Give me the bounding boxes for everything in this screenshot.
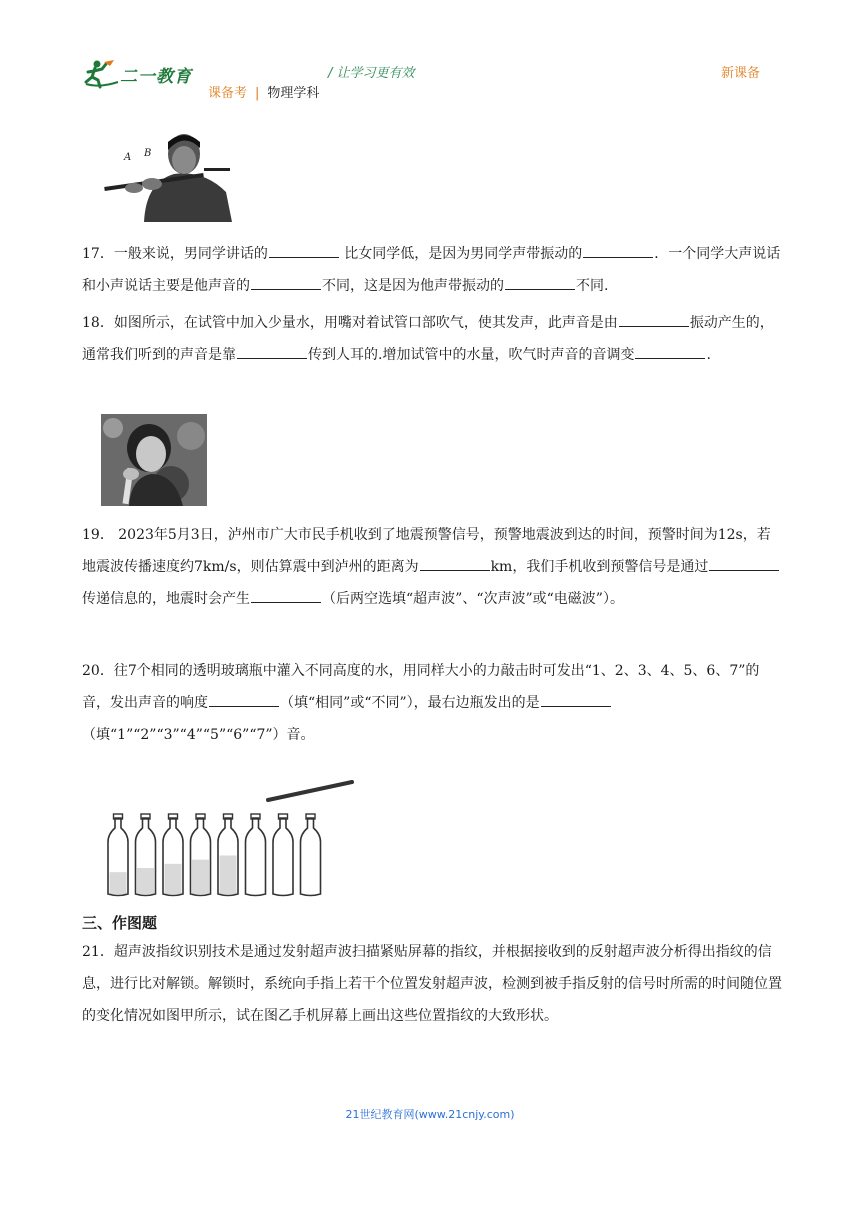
bottle — [218, 814, 238, 896]
bottle — [301, 814, 321, 896]
bottle-outline — [246, 818, 266, 896]
answer-blank[interactable] — [709, 554, 779, 571]
q18-text-3: 传到人耳的.增加试管中的水量，吹气时声音的音调变 — [308, 347, 635, 363]
question-19 — [82, 519, 782, 615]
flute-player-photo — [104, 132, 234, 222]
bottle-outline — [273, 818, 293, 896]
q19-text-1: 19． 2023年5月3日，泸州市广大市民手机收到了地震预警信号，预警地震波到达的时间，预警时间为12s，若地震波传播速度约7km/s，则估算震中到泸州的距离为 — [82, 527, 771, 575]
bottle — [136, 814, 156, 896]
q17-text-1: 17．一般来说，男同学讲话的 — [82, 246, 268, 262]
answer-blank[interactable] — [237, 342, 307, 359]
bottle — [108, 814, 128, 896]
question-17 — [82, 238, 782, 302]
q17-text-2: 比女同学低，是因为男同学声带振动的 — [339, 246, 583, 262]
q20-text-2: （填“相同”或“不同”），最右边瓶发出的是 — [280, 695, 540, 711]
question-21 — [82, 936, 782, 1032]
question-20 — [82, 655, 782, 751]
answer-blank[interactable] — [269, 241, 339, 258]
subhead-separator: | — [255, 86, 260, 101]
striking-rod — [268, 782, 352, 800]
q19-text-4: （后两空选填“超声波”、“次声波”或“电磁波”）。 — [322, 591, 624, 607]
q17-text-3: ．一个同学大声说话和小声说话主要是他声音的 — [82, 246, 781, 294]
q21-text: 21．超声波指纹识别技术是通过发射超声波扫描紧贴屏幕的指纹，并根据接收到的反射超声波分析得出指纹的信息，进行比对解锁。解锁时，系统向手指上若干个位置发射超声波，检测到被手指反射的信号时所需的时间随位置的变化情况如图甲所示，试在图乙手机屏幕上画出这些位置指纹的大致形状。 — [82, 944, 782, 1024]
bottle — [246, 814, 266, 896]
q19-text-3: 传递信息的，地震时会产生 — [82, 591, 250, 607]
figure-label-a: A — [124, 152, 132, 163]
bottle-outline — [301, 818, 321, 896]
bottle — [273, 814, 293, 896]
bottle-water — [137, 868, 154, 894]
q18-text-4: . — [706, 347, 711, 363]
q18-text-2: 振动产生的，通常我们听到的声音是靠 — [82, 315, 774, 363]
answer-blank[interactable] — [505, 273, 575, 290]
q17-text-4: 不同，这是因为他声带振动的 — [322, 278, 504, 294]
answer-blank[interactable] — [635, 342, 705, 359]
answer-blank[interactable] — [541, 690, 611, 707]
answer-blank[interactable] — [209, 690, 279, 707]
answer-blank[interactable] — [619, 310, 689, 327]
logo-text: 二一教育 — [120, 67, 192, 87]
subhead-left: 课备考 — [208, 86, 248, 101]
header-slogan: / 让学习更有效 — [328, 66, 415, 81]
figure-label-b: B — [144, 148, 152, 159]
q19-text-2: km，我们手机收到预警信号是通过 — [490, 559, 709, 575]
bottles-figure — [100, 776, 360, 900]
footer-website: 21世纪教育网(www.21cnjy.com) — [345, 1108, 515, 1121]
subhead-right: 物理学科 — [267, 86, 320, 101]
header-new-course: 新课备 — [721, 66, 761, 81]
answer-blank[interactable] — [420, 554, 490, 571]
bottle — [191, 814, 211, 896]
bottle — [163, 814, 183, 896]
q17-text-5: 不同. — [576, 278, 609, 294]
section-heading: 三、作图题 — [82, 914, 158, 932]
q18-text-1: 18．如图所示，在试管中加入少量水，用嘴对着试管口部吹气，使其发声，此声音是由 — [82, 315, 618, 331]
girl-test-tube-photo — [101, 414, 207, 506]
q20-text-1: 20．往7个相同的透明玻璃瓶中灌入不同高度的水，用同样大小的力敲击时可发出“1、2、3、4、5、6、7”的音，发出声音的响度 — [82, 663, 760, 711]
bottle-water — [192, 860, 209, 894]
answer-blank[interactable] — [583, 241, 653, 258]
q20-text-3: （填“1”“2”“3”“4”“5”“6”“7”）音。 — [82, 727, 315, 743]
bottle-water — [220, 856, 237, 894]
header-subject — [208, 82, 319, 101]
question-18 — [82, 307, 782, 371]
bottle-water — [165, 864, 182, 894]
answer-blank[interactable] — [251, 273, 321, 290]
bottle-water — [110, 872, 127, 894]
answer-blank[interactable] — [251, 586, 321, 603]
